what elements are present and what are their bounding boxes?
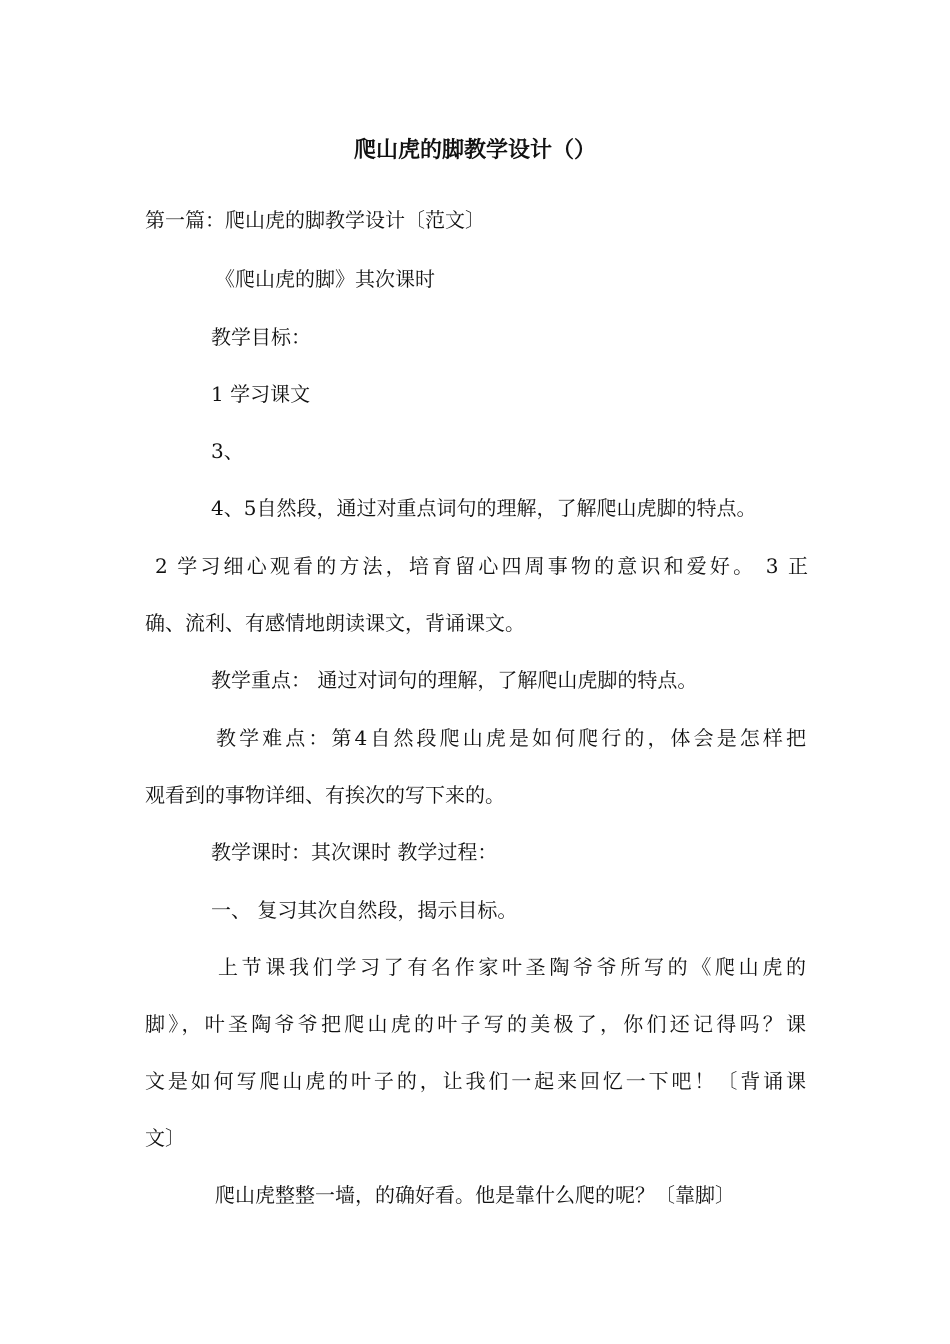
- text-line: 4、5自然段，通过对重点词句的理解，了解爬山虎脚的特点。: [211, 496, 757, 520]
- text-line: 教学目标：: [211, 325, 311, 349]
- document-title: 爬山虎的脚教学设计（）: [353, 138, 596, 163]
- text-line: 上节课我们学习了有名作家叶圣陶爷爷所写的《爬山虎的: [218, 955, 806, 979]
- lesson-heading: 《爬山虎的脚》其次课时: [215, 267, 435, 291]
- text-line: 3、: [211, 439, 244, 463]
- text-line: 教学课时：其次课时 教学过程：: [211, 840, 498, 864]
- section-heading: 第一篇：爬山虎的脚教学设计〔范文〕: [145, 208, 485, 232]
- text-line: 教学难点：第4自然段爬山虎是如何爬行的，体会是怎样把: [216, 726, 806, 750]
- text-line: 脚》，叶圣陶爷爷把爬山虎的叶子写的美极了，你们还记得吗？课: [145, 1012, 806, 1036]
- text-line: 教学重点： 通过对词句的理解，了解爬山虎脚的特点。: [211, 668, 698, 692]
- text-line: 文是如何写爬山虎的叶子的，让我们一起来回忆一下吧！〔背诵课: [145, 1069, 806, 1093]
- text-line: 确、流利、有感情地朗读课文，背诵课文。: [145, 611, 525, 635]
- text-line: 观看到的事物详细、有挨次的写下来的。: [145, 783, 505, 807]
- text-line: 爬山虎整整一墙，的确好看。他是靠什么爬的呢？〔靠脚〕: [215, 1183, 735, 1207]
- text-line: 文〕: [145, 1126, 185, 1150]
- text-line: 2 学习细心观看的方法，培育留心四周事物的意识和爱好。 3 正: [155, 554, 808, 578]
- text-line: 1 学习课文: [211, 382, 311, 406]
- text-line: 一、 复习其次自然段，揭示目标。: [211, 898, 518, 922]
